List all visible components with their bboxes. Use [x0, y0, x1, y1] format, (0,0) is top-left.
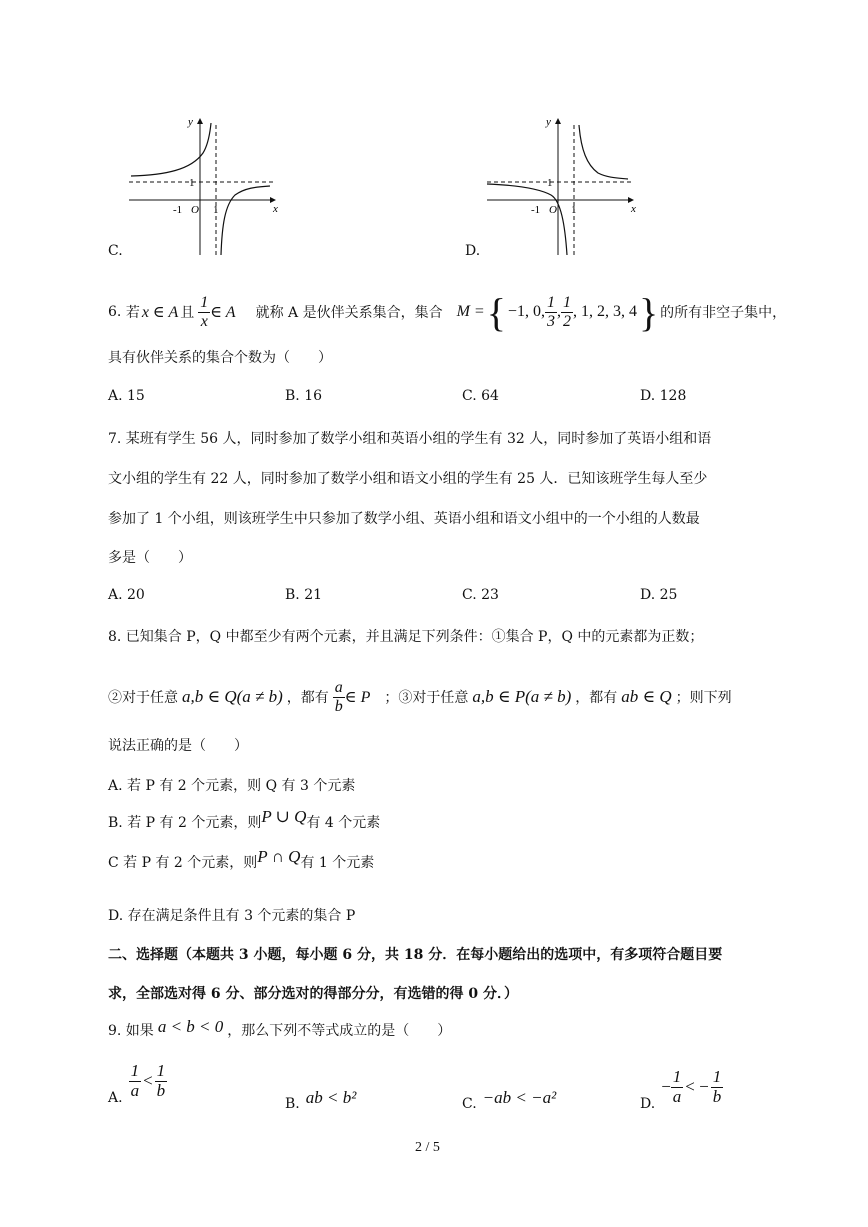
q8-opt-text: 有 4 个元素	[306, 815, 381, 831]
y-label: y	[546, 116, 551, 128]
graph-c	[125, 115, 285, 260]
den: 3	[546, 312, 555, 330]
q8-text: ，都有	[575, 690, 618, 706]
q9-stem	[108, 1017, 452, 1040]
q8-line3: 说法正确的是（ ）	[108, 738, 248, 754]
q8-option-c	[108, 847, 375, 872]
q8-option-b	[108, 807, 381, 832]
q8-opt-text: C 若 P 有 2 个元素，则	[108, 855, 258, 871]
q9-optB-math: ab < b²	[305, 1088, 357, 1107]
curve-right	[221, 186, 270, 255]
q7-line1: 7. 某班有学生 56 人，同时参加了数学小组和英语小组的学生有 32 人，同时参加了英语小组和语	[108, 431, 712, 447]
num: a	[334, 678, 343, 696]
q6-option-d: D. 128	[640, 388, 687, 404]
q8-text: ；③对于任意	[384, 690, 469, 706]
left-brace: {	[486, 289, 506, 335]
q8-option-d: D. 存在满足条件且有 3 个元素的集合 P	[108, 908, 356, 924]
frac: $\frac{1}{b}$	[156, 1061, 166, 1100]
q6-condition: x ∈ A	[141, 304, 179, 321]
q8-text: ；则下列	[675, 690, 732, 706]
q8-opt-math: P ∩ Q	[257, 847, 301, 866]
q8-option-a: A. 若 P 有 2 个元素，则 Q 有 3 个元素	[108, 778, 356, 794]
q6-set-m: M = { −1, 0, $\frac{1}{3}$ , $\frac{1}{2}$ , 1, 2, 3, 4 }	[456, 289, 659, 335]
num: 1	[562, 293, 571, 311]
q7-option-d: D. 25	[640, 587, 678, 603]
q6-number: 6.	[108, 304, 122, 320]
frac: $\frac{1}{b}$	[712, 1067, 722, 1106]
q6-frac-den: x	[200, 312, 208, 330]
den: 2	[562, 312, 571, 330]
q8-opt-text: B. 若 P 有 2 个元素，则	[108, 815, 262, 831]
q7-option-c: C. 23	[462, 587, 499, 603]
q6-line2: 具有伙伴关系的集合个数为（ ）	[108, 350, 332, 366]
q9-condition: a < b < 0	[157, 1017, 224, 1036]
q8-math: ∈ P	[344, 689, 371, 706]
q6-text: 若	[125, 305, 140, 321]
q8-opt-text: 有 1 个元素	[300, 855, 375, 871]
x-label: x	[631, 203, 636, 215]
one-y: 1	[547, 177, 553, 189]
num: 1	[546, 293, 555, 311]
q9-option-d	[640, 1067, 723, 1113]
q9-optD-math: − $\frac{1}{a}$ < − $\frac{1}{b}$	[661, 1067, 722, 1106]
origin: O	[191, 204, 199, 216]
one-y: 1	[189, 177, 195, 189]
q7-line4: 多是（ ）	[108, 550, 192, 566]
q8-line2	[108, 672, 732, 722]
q8-text: ，都有	[286, 690, 329, 706]
graph-d	[483, 115, 643, 260]
page-number: 2 / 5	[415, 1140, 440, 1155]
q6-option-a: A. 15	[108, 388, 145, 404]
q7-option-a: A. 20	[108, 587, 145, 603]
q6-line1	[108, 282, 786, 342]
q6-frac-num: 1	[200, 293, 209, 311]
q7-line2: 文小组的学生有 22 人，同时参加了数学小组和语文小组的学生有 25 人．已知该班学生每人至少	[108, 471, 708, 487]
curve-left	[487, 184, 567, 255]
option-label: A.	[108, 1090, 123, 1107]
q6-set-tail: , 1, 2, 3, 4	[572, 303, 637, 320]
option-label: B.	[285, 1096, 300, 1112]
q9-option-c	[462, 1088, 557, 1112]
q8-fraction	[333, 679, 345, 715]
graph-d-label: D.	[465, 243, 481, 259]
q6-option-b: B. 16	[285, 388, 323, 404]
q8-math: ab ∈ Q	[621, 687, 672, 706]
q7-option-b: B. 21	[285, 587, 323, 603]
section2-line1: 二、选择题（本题共 3 小题，每小题 6 分，共 18 分．在每小题给出的选项中，有多项符合题目要	[108, 947, 723, 963]
q6-fraction	[198, 294, 210, 330]
frac: $\frac{1}{a}$	[672, 1067, 682, 1106]
q9-optC-math: −ab < −a²	[482, 1088, 557, 1107]
q6-text: 且	[180, 305, 195, 321]
q9-text: ，那么下列不等式成立的是（ ）	[227, 1023, 452, 1039]
q6-frac-tail: ∈ A	[210, 304, 236, 321]
q6-text: 的所有非空子集中，	[660, 305, 787, 321]
section2-line2: 求，全部选对得 6 分、部分选对的得部分分，有选错的得 0 分．）	[108, 986, 518, 1002]
q6-set-frac2	[561, 294, 573, 330]
q8-line1: 8. 已知集合 P，Q 中都至少有两个元素，并且满足下列条件：①集合 P，Q 中的元素都为正数；	[108, 629, 704, 645]
frac: $\frac{1}{a}$	[130, 1061, 140, 1100]
graph-c-label: C.	[108, 243, 123, 259]
neg-one: -1	[531, 204, 541, 216]
q8-math: a,b ∈ Q(a ≠ b)	[182, 687, 283, 706]
right-brace: }	[638, 289, 659, 335]
q6-option-c: C. 64	[462, 388, 499, 404]
q6-text: 就称 A 是伙伴关系集合，集合	[255, 305, 443, 321]
q6-set-prefix: M =	[456, 303, 485, 320]
origin: O	[549, 204, 557, 216]
y-label: y	[188, 116, 193, 128]
q8-text: ②对于任意	[108, 690, 178, 706]
q8-math: a,b ∈ P(a ≠ b)	[472, 687, 572, 706]
q6-set-items: −1, 0,	[507, 303, 545, 320]
option-label: C.	[462, 1096, 477, 1112]
q8-opt-math: P ∪ Q	[261, 807, 307, 826]
q9-optA-math: $\frac{1}{a}$ < $\frac{1}{b}$	[130, 1061, 166, 1100]
den: b	[334, 697, 343, 715]
q9-option-a	[108, 1061, 167, 1107]
one-x: 1	[213, 204, 219, 216]
q9-option-b	[285, 1088, 357, 1112]
q7-line3: 参加了 1 个小组，则该班学生中只参加了数学小组、英语小组和语文小组中的一个小组的人数最	[108, 511, 700, 527]
q6-set-frac1	[545, 294, 557, 330]
x-label: x	[273, 203, 278, 215]
curve-right	[579, 125, 628, 179]
neg-one: -1	[173, 204, 183, 216]
option-label: D.	[640, 1096, 656, 1113]
one-x: 1	[571, 204, 577, 216]
curve-left	[131, 123, 211, 176]
q9-text: 9. 如果	[108, 1023, 154, 1039]
